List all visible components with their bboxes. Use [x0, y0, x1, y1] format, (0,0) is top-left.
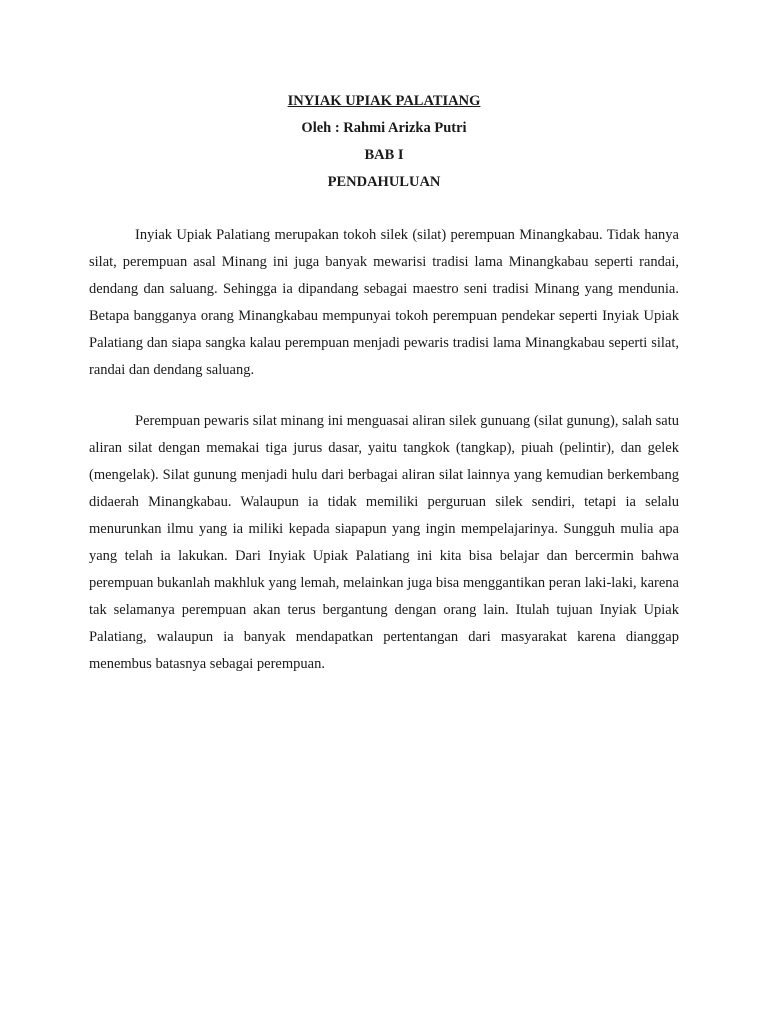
- document-title: INYIAK UPIAK PALATIANG: [287, 93, 481, 109]
- author-line: Oleh : Rahmi Arizka Putri: [301, 120, 467, 136]
- body-paragraph: Perempuan pewaris silat minang ini menguasai aliran silek gunuang (silat gunung), salah satu aliran silat dengan memakai tiga jurus dasar, yaitu tangkok (tangkap), piuah (pelintir), dan gelek (mengelak). Silat gunung menjadi hulu dari berbagai aliran silat lainnya yang kemudian berkembang didaerah Minangkabau. Walaupun ia tidak memiliki perguruan silek sendiri, tetapi ia selalu menurunkan ilmu yang ia miliki kepada siapapun yang ingin mempelajarinya. Sungguh mulia apa yang telah ia lakukan. Dari Inyiak Upiak Palatiang ini kita bisa belajar dan bercermin bahwa perempuan bukanlah makhluk yang lemah, melainkan juga bisa menggantikan peran laki-laki, karena tak selamanya perempuan akan terus bergantung dengan orang lain. Itulah tujuan Inyiak Upiak Palatiang, walaupun ia banyak mendapatkan pertentangan dari masyarakat karena dianggap menembus batasnya sebagai perempuan.: [89, 413, 679, 672]
- section-heading: PENDAHULUAN: [327, 174, 441, 190]
- chapter-heading: BAB I: [364, 147, 404, 163]
- body-paragraph: Inyiak Upiak Palatiang merupakan tokoh silek (silat) perempuan Minangkabau. Tidak hanya silat, perempuan asal Minang ini juga banyak mewarisi tradisi lama Minangkabau seperti randai, dendang dan saluang. Sehingga ia dipandang sebagai maestro seni tradisi Minang yang mendunia. Betapa bangganya orang Minangkabau mempunyai tokoh perempuan pendekar seperti Inyiak Upiak Palatiang dan siapa sangka kalau perempuan menjadi pewaris tradisi lama Minangkabau seperti silat, randai dan dendang saluang.: [89, 227, 679, 378]
